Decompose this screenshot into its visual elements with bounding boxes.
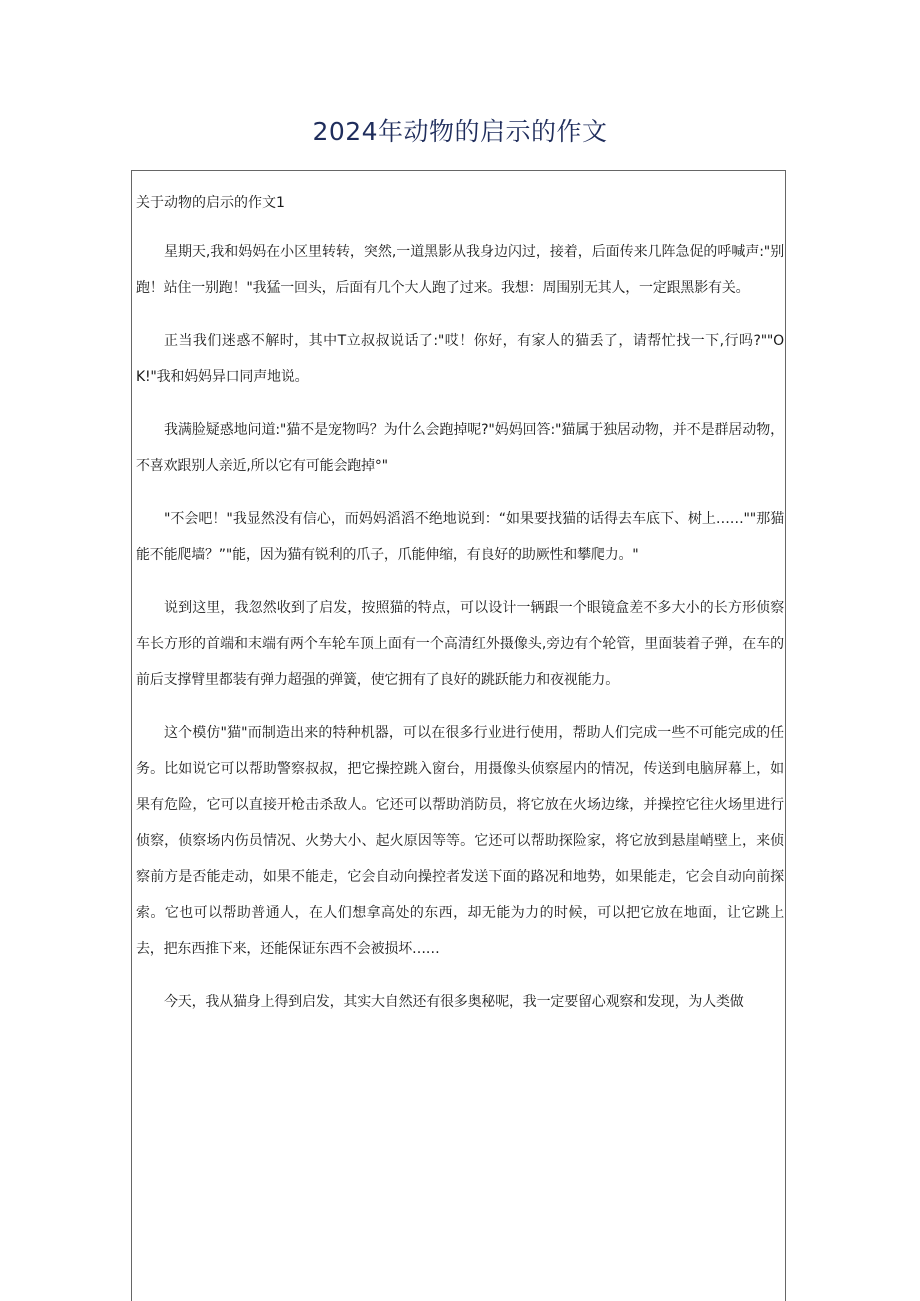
- document-content-box: [131, 170, 786, 1301]
- paragraph-6: 这个模仿"猫"而制造出来的特种机器，可以在很多行业进行使用，帮助人们完成一些不可能完成的任务。比如说它可以帮助警察叔叔，把它操控跳入窗台，用摄像头侦察屋内的情况，传送到电脑屏幕上，如果有危险，它可以直接开枪击杀敌人。它还可以帮助消防员，将它放在火场边缘，并操控它往火场里进行侦察，侦察场内伤员情况、火势大小、起火原因等等。它还可以帮助探险家，将它放到悬崖峭壁上，来侦察前方是否能走动，如果不能走，它会自动向操控者发送下面的路况和地势，如果能走，它会自动向前探索。它也可以帮助普通人，在人们想拿高处的东西，却无能为力的时候，可以把它放在地面，让它跳上去，把东西推下来，还能保证东西不会被损坏……: [136, 725, 784, 957]
- paragraph-5: 说到这里，我忽然收到了启发，按照猫的特点，可以设计一辆跟一个眼镜盒差不多大小的长方形侦察车长方形的首端和末端有两个车轮车顶上面有一个高清红外摄像头,旁边有个轮管，里面装着子弹，在车的前后支撑臂里都装有弹力超强的弹簧，使它拥有了良好的跳跃能力和夜视能力。: [136, 600, 784, 688]
- paragraph-3: 我满脸疑惑地问道:"猫不是宠物吗？为什么会跑掉呢?"妈妈回答:"猫属于独居动物，并不是群居动物，不喜欢跟别人亲近,所以它有可能会跑掉°": [136, 422, 784, 474]
- paragraph-4: "不会吧！"我显然没有信心，而妈妈滔滔不绝地说到：“如果要找猫的话得去车底下、树上……""那猫能不能爬墙？”"能，因为猫有锐利的爪子，爪能伸缩，有良好的助厥性和攀爬力。": [136, 511, 784, 563]
- paragraph-2: 正当我们迷惑不解时，其中T立叔叔说话了:"哎！你好，有家人的猫丢了，请帮忙找一下,行吗?""OK!"我和妈妈异口同声地说。: [136, 333, 784, 385]
- section-heading: 关于动物的启示的作文1: [136, 195, 285, 211]
- paragraph-1: 星期天,我和妈妈在小区里转转，突然,一道黑影从我身边闪过，接着，后面传来几阵急促的呼喊声:"别跑！站住一别跑！"我猛一回头，后面有几个大人跑了过来。我想：周围别无其人，一定跟黑影有关。: [136, 244, 784, 296]
- document-title: 2024年动物的启示的作文: [312, 117, 608, 146]
- paragraph-7: 今天，我从猫身上得到启发，其实大自然还有很多奥秘呢，我一定要留心观察和发现，为人类做: [164, 994, 744, 1010]
- document-body: [136, 189, 784, 1037]
